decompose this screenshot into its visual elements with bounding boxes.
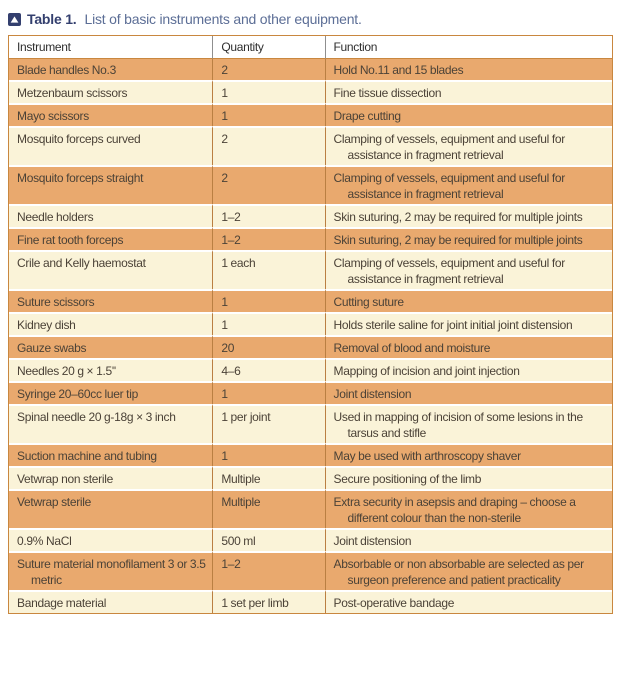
cell-instrument: Kidney dish [9,312,212,335]
table-row [9,80,612,103]
cell-function: Removal of blood and moisture [325,335,613,358]
cell-quantity: Multiple [212,489,324,528]
cell-instrument: Gauze swabs [9,335,212,358]
cell-function: Absorbable or non absorbable are selected as per surgeon preference and patient practicality [325,551,613,590]
cell-quantity: 1 [212,80,324,103]
col-header-instrument: Instrument [9,36,212,59]
table-row [9,312,612,335]
table-row [9,126,612,165]
table-caption-text: List of basic instruments and other equipment. [84,11,362,27]
cell-instrument: Bandage material [9,590,212,613]
cell-function: Clamping of vessels, equipment and useful for assistance in fragment retrieval [325,250,613,289]
cell-quantity: 1–2 [212,227,324,250]
cell-quantity: 20 [212,335,324,358]
cell-function: Extra security in asepsis and draping – choose a different colour than the non-sterile [325,489,613,528]
cell-function: Post-operative bandage [325,590,613,613]
table-row [9,165,612,204]
cell-function: Clamping of vessels, equipment and useful for assistance in fragment retrieval [325,126,613,165]
col-header-quantity: Quantity [212,36,324,59]
cell-quantity: 500 ml [212,528,324,551]
cell-function: Secure positioning of the limb [325,466,613,489]
cell-quantity: 1 [212,103,324,126]
cell-function: Hold No.11 and 15 blades [325,59,613,80]
cell-function: Holds sterile saline for joint initial joint distension [325,312,613,335]
table-row [9,59,612,80]
cell-instrument: Blade handles No.3 [9,59,212,80]
cell-instrument: Suture scissors [9,289,212,312]
cell-quantity: 2 [212,165,324,204]
table-row [9,289,612,312]
cell-quantity: Multiple [212,466,324,489]
table-row [9,466,612,489]
cell-function: Fine tissue dissection [325,80,613,103]
table-row [9,103,612,126]
cell-function: May be used with arthroscopy shaver [325,443,613,466]
table-body [9,59,612,613]
cell-quantity: 1 [212,381,324,404]
cell-quantity: 2 [212,59,324,80]
table-row [9,404,612,443]
cell-quantity: 1–2 [212,204,324,227]
cell-instrument: Suture material monofilament 3 or 3.5 metric [9,551,212,590]
cell-function: Skin suturing, 2 may be required for multiple joints [325,227,613,250]
cell-quantity: 4–6 [212,358,324,381]
cell-quantity: 1 per joint [212,404,324,443]
cell-instrument: Needle holders [9,204,212,227]
cell-instrument: 0.9% NaCl [9,528,212,551]
table-caption [8,10,613,28]
cell-instrument: Needles 20 g × 1.5'' [9,358,212,381]
triangle-icon [8,13,21,26]
cell-instrument: Vetwrap non sterile [9,466,212,489]
cell-instrument: Metzenbaum scissors [9,80,212,103]
cell-instrument: Suction machine and tubing [9,443,212,466]
cell-instrument: Vetwrap sterile [9,489,212,528]
table-row [9,335,612,358]
cell-function: Mapping of incision and joint injection [325,358,613,381]
cell-function: Joint distension [325,381,613,404]
cell-function: Clamping of vessels, equipment and useful for assistance in fragment retrieval [325,165,613,204]
cell-function: Used in mapping of incision of some lesions in the tarsus and stifle [325,404,613,443]
cell-quantity: 1–2 [212,551,324,590]
cell-instrument: Spinal needle 20 g-18g × 3 inch [9,404,212,443]
cell-function: Joint distension [325,528,613,551]
cell-function: Cutting suture [325,289,613,312]
cell-function: Drape cutting [325,103,613,126]
cell-instrument: Mosquito forceps curved [9,126,212,165]
cell-quantity: 2 [212,126,324,165]
cell-instrument: Mosquito forceps straight [9,165,212,204]
instruments-table-grid [9,36,612,613]
cell-quantity: 1 [212,289,324,312]
cell-quantity: 1 each [212,250,324,289]
cell-quantity: 1 [212,312,324,335]
cell-quantity: 1 [212,443,324,466]
instruments-table [8,35,613,614]
cell-instrument: Fine rat tooth forceps [9,227,212,250]
cell-quantity: 1 set per limb [212,590,324,613]
table-row [9,443,612,466]
table-row [9,489,612,528]
table-row [9,358,612,381]
table-row [9,528,612,551]
cell-instrument: Crile and Kelly haemostat [9,250,212,289]
table-row [9,204,612,227]
table-row [9,381,612,404]
table-caption-label: Table 1. [27,11,77,27]
cell-instrument: Mayo scissors [9,103,212,126]
table-row [9,227,612,250]
cell-function: Skin suturing, 2 may be required for multiple joints [325,204,613,227]
header-row [9,36,612,59]
table-row [9,250,612,289]
col-header-function: Function [325,36,613,59]
cell-instrument: Syringe 20–60cc luer tip [9,381,212,404]
table-row [9,590,612,613]
table-row [9,551,612,590]
